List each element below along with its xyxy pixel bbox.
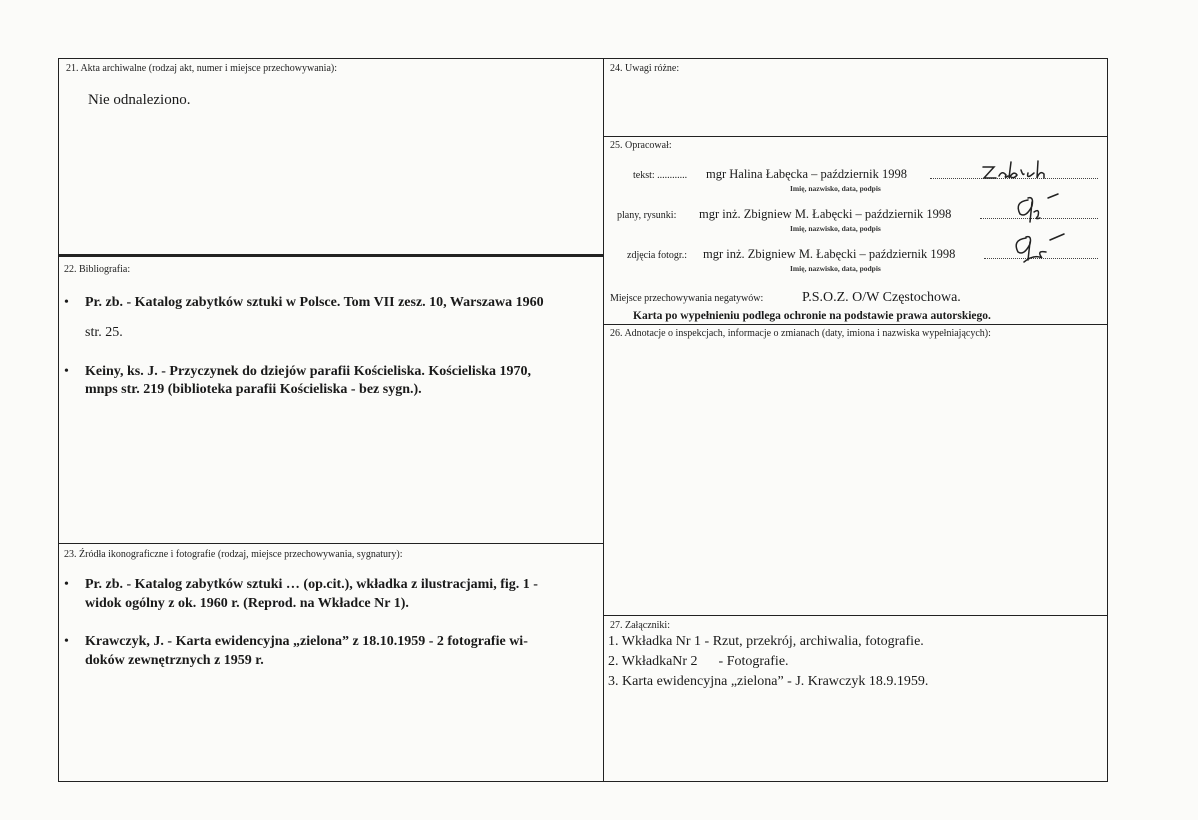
negatives-value: P.S.O.Z. O/W Częstochowa. <box>802 290 961 305</box>
section-27-label: 27. Załączniki: <box>610 620 670 631</box>
author-text-caption: Imię, nazwisko, data, podpis <box>790 184 881 193</box>
author-drawings-prefix: plany, rysunki: <box>617 210 677 221</box>
section-26-label: 26. Adnotacje o inspekcjach, informacje o zmianach (daty, imiona i nazwiska wypełniających): <box>610 328 991 339</box>
attachment-item-1: 1. Wkładka Nr 1 - Rzut, przekrój, archiwalia, fotografie. <box>608 634 924 649</box>
author-text-value: mgr Halina Łabęcka – październik 1998 <box>706 167 907 181</box>
author-drawings-value: mgr inż. Zbigniew M. Łabęcki – październik 1998 <box>699 207 952 221</box>
iconography-item-1-line-2: widok ogólny z ok. 1960 r. (Reprod. na Wkładce Nr 1). <box>85 596 409 611</box>
attachment-item-2: 2. WkładkaNr 2 - Fotografie. <box>608 654 789 669</box>
bullet-icon: • <box>64 634 69 649</box>
bullet-icon: • <box>64 295 69 310</box>
bullet-icon: • <box>64 364 69 379</box>
bibliography-item-2-line-2: mnps str. 219 (biblioteka parafii Kościeliska - bez sygn.). <box>85 382 422 397</box>
signature-1-icon <box>980 158 1070 184</box>
bibliography-item-2-line-1: Keiny, ks. J. - Przyczynek do dziejów parafii Kościeliska. Kościeliska 1970, <box>85 364 532 379</box>
author-photos-caption: Imię, nazwisko, data, podpis <box>790 264 881 273</box>
divider-22-23 <box>59 543 603 544</box>
section-21-label: 21. Akta archiwalne (rodzaj akt, numer i miejsce przechowywania): <box>66 63 338 74</box>
author-text-prefix: tekst: ............ <box>633 170 688 181</box>
bibliography-item-1-line-2: str. 25. <box>85 325 123 340</box>
iconography-item-2-line-2: doków zewnętrznych z 1959 r. <box>85 653 264 668</box>
column-divider <box>603 59 604 781</box>
author-photos-value: mgr inż. Zbigniew M. Łabęcki – październik 1998 <box>703 247 956 261</box>
section-25-label: 25. Opracował: <box>610 140 672 151</box>
section-23-label: 23. Źródła ikonograficzne i fotografie (rodzaj, miejsce przechowywania, sygnatury): <box>64 549 403 560</box>
author-drawings-caption: Imię, nazwisko, data, podpis <box>790 224 881 233</box>
author-photos-prefix: zdjęcia fotogr.: <box>627 250 687 261</box>
attachment-item-3: 3. Karta ewidencyjna „zielona” - J. Krawczyk 18.9.1959. <box>608 674 929 689</box>
form-frame <box>58 58 1108 782</box>
signature-3-icon <box>1006 232 1076 266</box>
divider-25-26 <box>604 324 1107 325</box>
divider-21-22 <box>59 254 603 257</box>
negatives-label: Miejsce przechowywania negatywów: <box>610 293 764 304</box>
divider-24-25 <box>604 136 1107 137</box>
bibliography-item-1-line-1: Pr. zb. - Katalog zabytków sztuki w Polsce. Tom VII zesz. 10, Warszawa 1960 <box>85 295 544 310</box>
iconography-item-2-line-1: Krawczyk, J. - Karta ewidencyjna „zielona” z 18.10.1959 - 2 fotografie wi- <box>85 634 528 649</box>
section-21-value: Nie odnaleziono. <box>88 92 191 108</box>
copyright-notice: Karta po wypełnieniu podlega ochronie na podstawie prawa autorskiego. <box>633 310 991 322</box>
section-24-label: 24. Uwagi różne: <box>610 63 680 74</box>
bullet-icon: • <box>64 577 69 592</box>
section-22-label: 22. Bibliografia: <box>64 264 131 275</box>
iconography-item-1-line-1: Pr. zb. - Katalog zabytków sztuki … (op.cit.), wkładka z ilustracjami, fig. 1 - <box>85 577 538 592</box>
signature-2-icon <box>1010 192 1070 226</box>
divider-26-27 <box>604 615 1107 616</box>
